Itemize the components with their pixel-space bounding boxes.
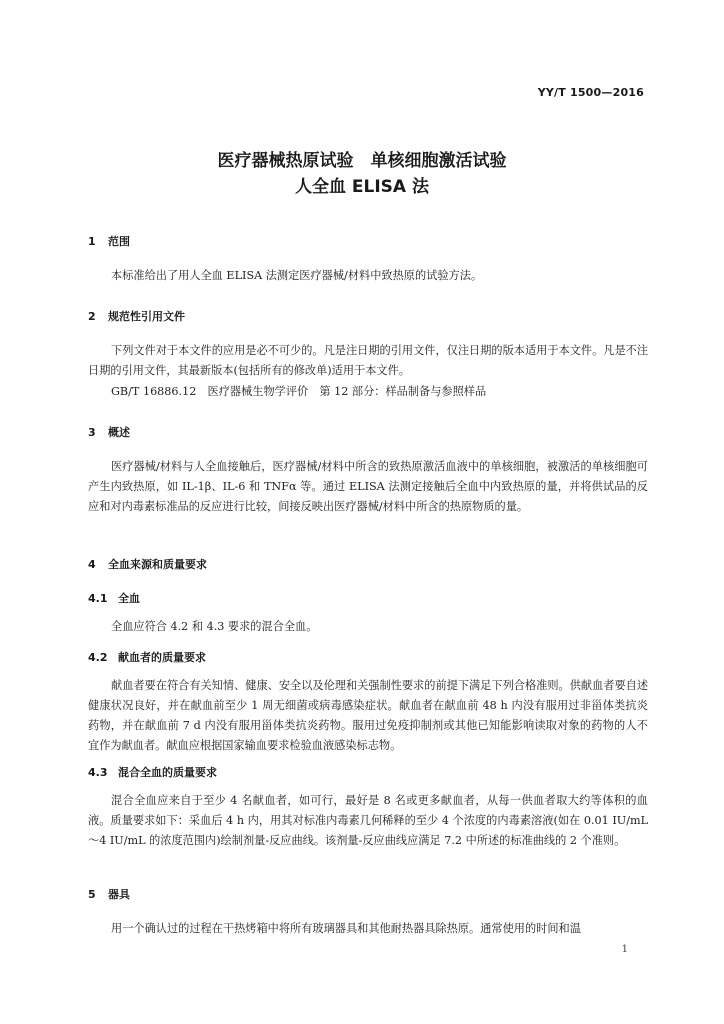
section-2-heading [88, 308, 185, 324]
section-4-1-paragraph: 全血应符合 4.2 和 4.3 要求的混合全血。 [111, 620, 318, 633]
section-2-paragraph: 下列文件对于本文件的应用是必不可少的。凡是注日期的引用文件，仅注日期的版本适用于本文件。凡是不注日期的引用文件，其最新版本(包括所有的修改单)适用于本文件。 [88, 344, 649, 377]
normative-reference: GB/T 16886.12 医疗器械生物学评价 第 12 部分：样品制备与参照样品 [111, 385, 487, 398]
standard-code: YY/T 1500—2016 [537, 86, 644, 99]
section-3-heading [88, 424, 130, 440]
section-number: 1 [88, 235, 96, 248]
document-title-line-2: 人全血 ELISA 法 [294, 177, 429, 197]
section-4-3-heading [88, 764, 217, 780]
section-number: 4 [88, 558, 96, 571]
subsection-number: 4.3 [88, 766, 108, 779]
section-5-paragraph: 用一个确认过的过程在干热烤箱中将所有玻璃器具和其他耐热器具除热原。通常使用的时间和温 [111, 922, 581, 935]
section-title: 规范性引用文件 [108, 310, 185, 323]
document-title-line-1: 医疗器械热原试验 单核细胞激活试验 [217, 151, 507, 171]
section-1-paragraph: 本标准给出了用人全血 ELISA 法测定医疗器械/材料中致热原的试验方法。 [111, 269, 483, 282]
section-1-heading [88, 233, 130, 249]
section-title: 器具 [108, 888, 130, 901]
section-5-heading [88, 886, 130, 902]
section-3-paragraph: 医疗器械/材料与人全血接触后，医疗器械/材料中所含的致热原激活血液中的单核细胞，被激活的单核细胞可产生内致热原，如 IL-1β、IL-6 和 TNFα 等。通过 ELISA 法测定接触后全血中内致热原的量，并将供试品的反应和对内毒素标准品的反应进行比较，间接反映出医疗器械/材料中所含的热原物质的量。 [88, 460, 648, 513]
section-title: 概述 [108, 426, 130, 439]
subsection-number: 4.2 [88, 651, 108, 664]
section-title: 范围 [108, 235, 130, 248]
section-4-2-heading [88, 649, 206, 665]
subsection-title: 混合全血的质量要求 [118, 766, 217, 779]
section-number: 2 [88, 310, 96, 323]
subsection-title: 全血 [118, 592, 140, 605]
section-number: 5 [88, 888, 96, 901]
section-title: 全血来源和质量要求 [108, 558, 207, 571]
section-4-heading [88, 556, 207, 572]
subsection-title: 献血者的质量要求 [118, 651, 206, 664]
section-4-2-paragraph: 献血者要在符合有关知情、健康、安全以及伦理和关强制性要求的前提下满足下列合格准则。供献血者要自述健康状况良好，并在献血前至少 1 周无细菌或病毒感染症状。献血者在献血前 48 h 内没有服用过非甾体类抗炎药物，并在献血前 7 d 内没有服用甾体类抗炎药物。服用过免疫抑制剂或其他已知能影响读取对象的药物的人不宜作为献血者。献血应根据国家输血要求检验血液感染标志物。 [88, 679, 649, 752]
subsection-number: 4.1 [88, 592, 108, 605]
section-4-3-paragraph: 混合全血应来自于至少 4 名献血者，如可行，最好是 8 名或更多献血者，从每一供血者取大约等体积的血液。质量要求如下：采血后 4 h 内，用其对标准内毒素几何稀释的至少 4 个浓度的内毒素溶液(如在 0.01 IU/mL～4 IU/mL 的浓度范围内)绘制剂量-反应曲线。该剂量-反应曲线应满足 7.2 中所述的标准曲线的 2 个准则。 [88, 794, 648, 847]
section-4-1-heading [88, 590, 140, 606]
section-number: 3 [88, 426, 96, 439]
page-number: 1 [621, 944, 628, 955]
